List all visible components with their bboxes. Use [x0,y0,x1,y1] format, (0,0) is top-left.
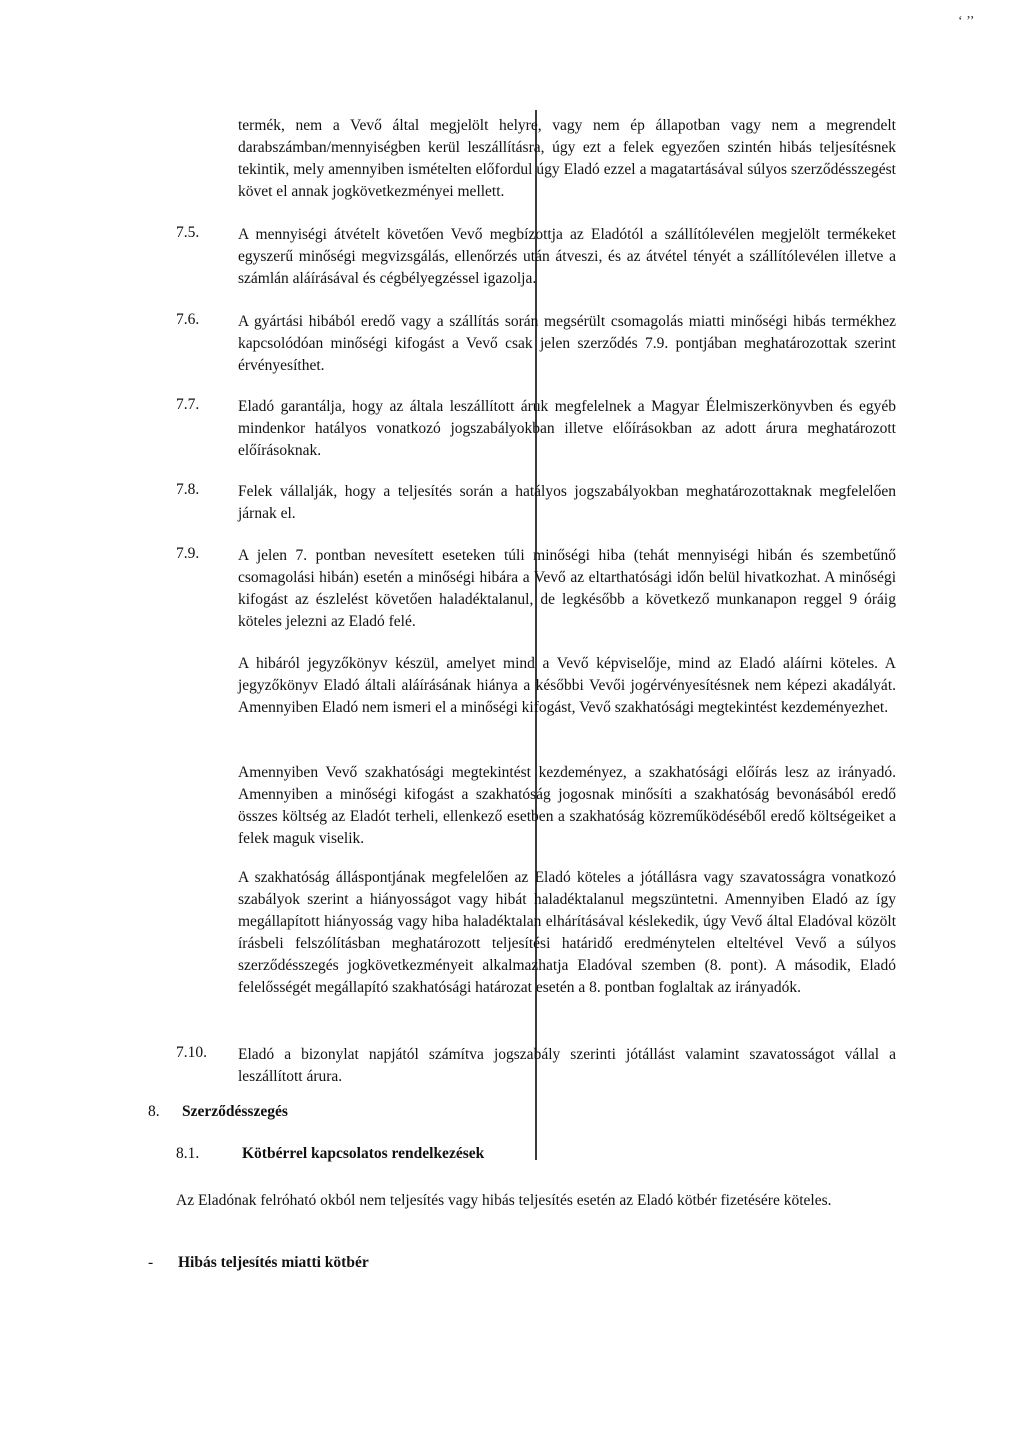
clause-7-9-protocol [176,653,896,719]
paragraph-intro [176,115,896,203]
paragraph-text: termék, nem a Vevő által megjelölt helyre, vagy nem ép állapotban vagy nem a megrendelt darabszámban/mennyiségben kerül leszállításra, úgy ezt a felek egyezően szintén hibás teljesítésnek tekintik, mely amennyiben ismételten előfordul úgy Eladó ezzel a magatartásával súlyos szerződésszegést követ el annak jogkövetkezményei mellett. [238,117,896,200]
clause-7-6 [176,311,896,377]
section-title: Kötbérrel kapcsolatos rendelkezések [242,1145,485,1162]
clause-number: 7.6. [176,311,200,328]
paragraph-text: A hibáról jegyzőkönyv készül, amelyet mind a Vevő képviselője, mind az Eladó aláírni köteles. A jegyzőkönyv Eladó általi aláírásának hiánya a későbbi Vevői jogérvényesítésnek nem képezi akadályát. Amennyiben Eladó nem ismeri el a minőségi kifogást, Vevő szakhatósági megtekintést kezdeményezhet. [238,655,896,716]
bullet-title: Hibás teljesítés miatti kötbér [178,1254,369,1271]
clause-text: Eladó a bizonylat napjától számítva jogszabály szerinti jótállást valamint szavatosságot vállal a leszállított árura. [238,1046,896,1085]
clause-7-8 [176,481,896,525]
clause-7-5 [176,224,896,290]
clause-text: A jelen 7. pontban nevesített eseteken túli minőségi hiba (tehát mennyiségi hibán és szembetűnő csomagolási hibán) esetén a minőségi hibára a Vevő az eltarthatósági időn belül hivatkozhat. A minőségi kifogást az észlelést követően haladéktalanul, de legkésőbb a következő munkanapon reggel 9 óráig köteles jelezni az Eladó felé. [238,547,896,630]
section-number: 8. [148,1103,160,1120]
section-heading-8 [148,1103,288,1121]
section-heading-8-1 [176,1145,484,1163]
clause-number: 7.9. [176,545,200,562]
clause-number: 7.8. [176,481,200,498]
clause-text: Felek vállalják, hogy a teljesítés során a hatályos jogszabályokban meghatározottaknak megfelelően járnak el. [238,483,896,522]
clause-text: Eladó garantálja, hogy az általa leszállított áruk megfelelnek a Magyar Élelmiszerkönyvben és egyéb mindenkor hatályos vonatkozó jogszabályokban illetve előírásokban az adott árura meghatározott előírásoknak. [238,398,896,459]
clause-text: A gyártási hibából eredő vagy a szállítás során megsérült csomagolás miatti minőségi hibás termékhez kapcsolódóan minőségi kifogást a Vevő csak jelen szerződés 7.9. pontjában meghatározottak szerint érvényesíthet. [238,313,896,374]
section-title: Szerződésszegés [182,1103,288,1120]
clause-text: A mennyiségi átvételt követően Vevő megbízottja az Eladótól a szállítólevélen megjelölt termékeket egyszerű minőségi megvizsgálás, ellenőrzés után átveszi, és az átvétel tényét a szállítólevélen illetve a számlán aláírásával és cégbélyegzéssel igazolja. [238,226,896,287]
corner-mark: ‘ ’’ [958,14,975,29]
clause-7-10 [176,1044,896,1088]
paragraph-text: Amennyiben Vevő szakhatósági megtekintést kezdeményez, a szakhatósági előírás lesz az irányadó. Amennyiben a minőségi kifogást a szakhatóság jogosnak minősíti a szakhatóság bevonásából eredő összes költség az Eladót terheli, ellenkező esetben a szakhatóság közreműködéséből eredő költségeiket a felek maguk viselik. [238,764,896,847]
paragraph-8-1: Az Eladónak felróható okból nem teljesítés vagy hibás teljesítés esetén az Eladó kötbér fizetésére köteles. [176,1192,832,1209]
clause-number: 7.5. [176,224,200,241]
bullet-heading [148,1254,369,1272]
clause-7-9 [176,545,896,633]
clause-7-9-remedy [176,867,896,999]
bullet-dash: - [148,1254,154,1271]
section-number: 8.1. [176,1145,200,1162]
clause-number: 7.10. [176,1044,207,1061]
clause-7-9-authority [176,762,896,850]
clause-number: 7.7. [176,396,200,413]
clause-7-7 [176,396,896,462]
paragraph-text: A szakhatóság álláspontjának megfelelően az Eladó köteles a jótállásra vagy szavatosságra vonatkozó szabályok szerint a hiányosságot vagy hibát haladéktalanul megszüntetni. Amennyiben Eladó az így megállapított hiányosság vagy hiba haladéktalan elhárításával késlekedik, úgy Vevő által Eladóval közölt írásbeli felszólításban meghatározott teljesítési határidő eredménytelen elteltével Vevő a súlyos szerződésszegés jogkövetkezményeit alkalmazhatja Eladóval szemben (8. pont). A második, Eladó felelősségét megállapító szakhatósági határozat esetén a 8. pontban foglaltak az irányadók. [238,869,896,996]
